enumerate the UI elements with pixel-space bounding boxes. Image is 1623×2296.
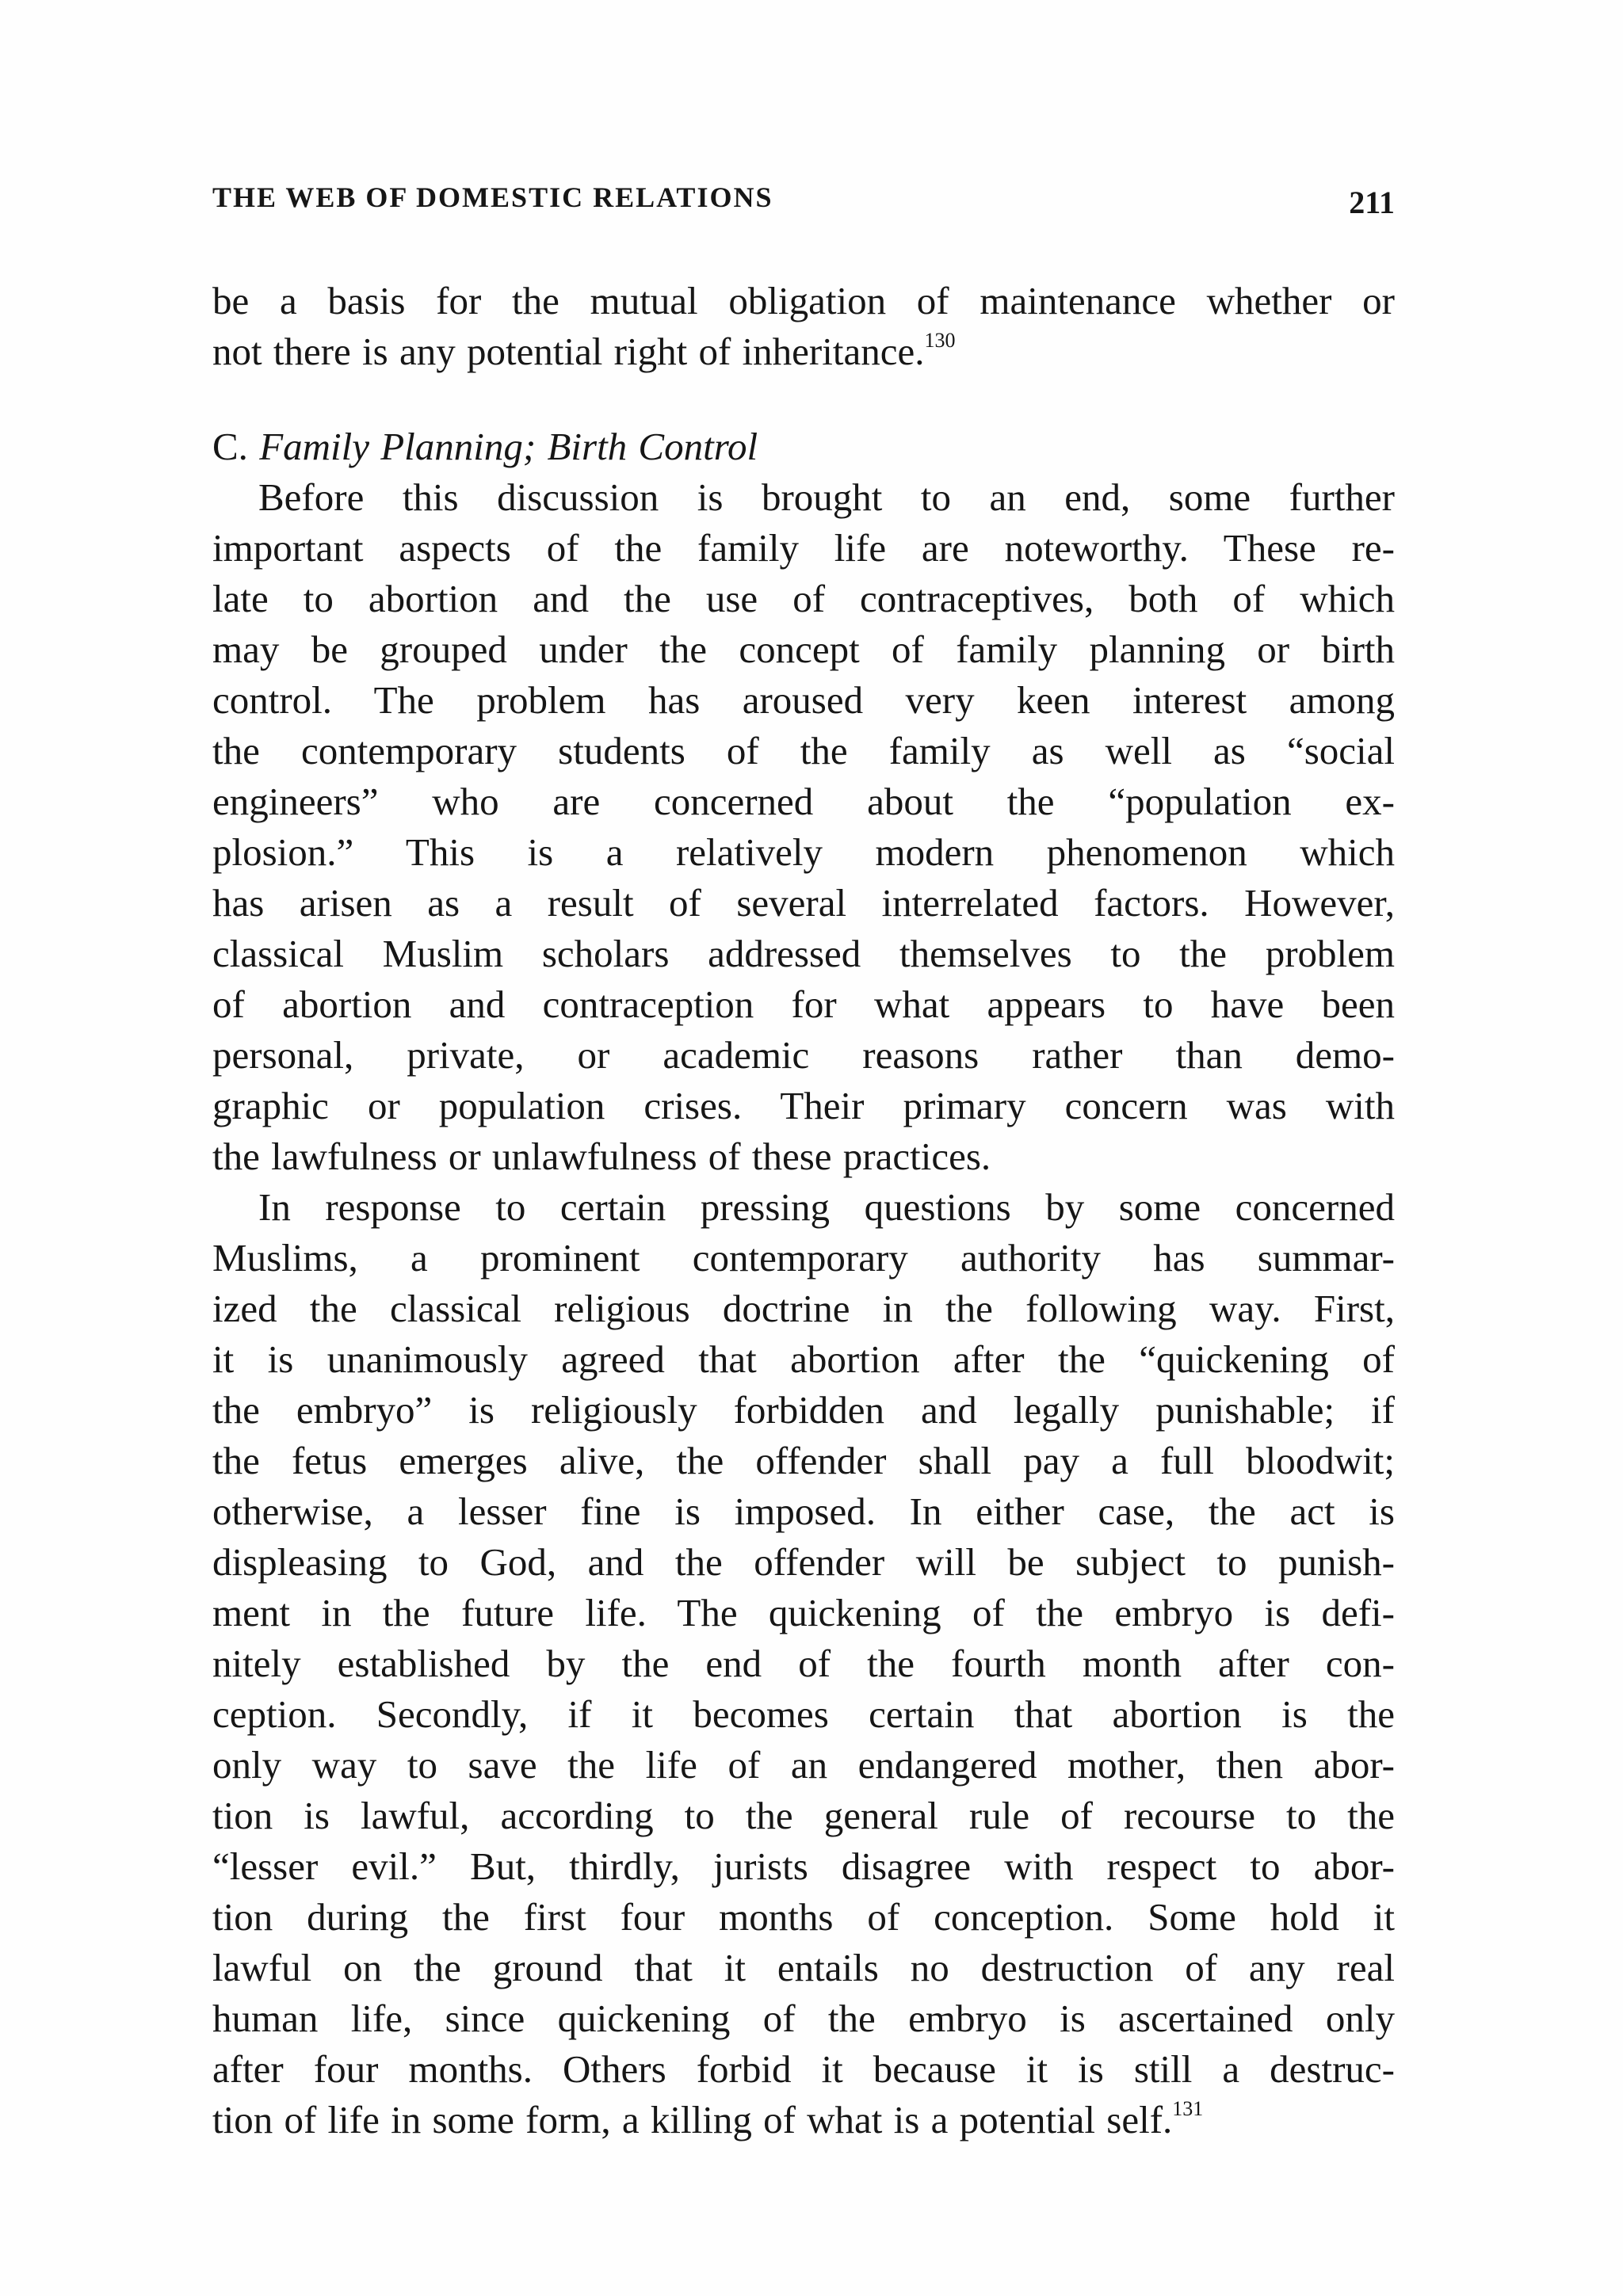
- running-title: THE WEB OF DOMESTIC RELATIONS: [212, 181, 773, 213]
- text-line: classical Muslim scholars addressed themselves to the problem: [212, 932, 1395, 975]
- text-line: control. The problem has aroused very keen interest among: [212, 678, 1395, 722]
- section-heading: [212, 421, 1395, 472]
- text-line: displeasing to God, and the offender will be subject to punish-: [212, 1540, 1395, 1584]
- text-line: otherwise, a lesser fine is imposed. In either case, the act is: [212, 1489, 1395, 1533]
- section-title: Family Planning; Birth Control: [259, 425, 758, 468]
- text-line: the lawfulness or unlawfulness of these practices.: [212, 1135, 991, 1178]
- footnote-reference: 131: [1172, 2097, 1204, 2120]
- text-line: ized the classical religious doctrine in the following way. First,: [212, 1287, 1395, 1330]
- text-line: “lesser evil.” But, thirdly, jurists disagree with respect to abor-: [212, 1844, 1395, 1888]
- text-line: it is unanimously agreed that abortion after the “quickening of: [212, 1337, 1395, 1381]
- page-number: 211: [1349, 185, 1395, 220]
- text-line: human life, since quickening of the embryo is ascertained only: [212, 1997, 1395, 2040]
- text-line: Before this discussion is brought to an end, some further: [258, 475, 1395, 519]
- text-line-with-footnote: [212, 2095, 1395, 2145]
- text-line: ception. Secondly, if it becomes certain that abortion is the: [212, 1692, 1395, 1736]
- running-head: [212, 181, 1395, 228]
- text-line: may be grouped under the concept of family planning or birth: [212, 627, 1395, 671]
- text-line: lawful on the ground that it entails no destruction of any real: [212, 1946, 1395, 1989]
- text-line: has arisen as a result of several interrelated factors. However,: [212, 881, 1395, 925]
- continuation-paragraph: [212, 276, 1395, 377]
- footnote-reference: 130: [924, 329, 956, 352]
- text-line-with-footnote: [212, 326, 1395, 377]
- text-line: engineers” who are concerned about the “population ex-: [212, 780, 1395, 823]
- text-line: ment in the future life. The quickening of the embryo is defi-: [212, 1591, 1395, 1634]
- text-line: tion is lawful, according to the general rule of recourse to the: [212, 1794, 1395, 1837]
- text-line: tion during the first four months of conception. Some hold it: [212, 1895, 1395, 1939]
- text-line: plosion.” This is a relatively modern phenomenon which: [212, 830, 1395, 874]
- text-line: graphic or population crises. Their primary concern was with: [212, 1084, 1395, 1127]
- paragraph-family-planning: [212, 472, 1395, 1182]
- paragraph-abortion-doctrine: [212, 1182, 1395, 2145]
- text-line: In response to certain pressing questions by some concerned: [258, 1185, 1395, 1229]
- text-line: not there is any potential right of inheritance.: [212, 330, 925, 373]
- section-label: C.: [212, 425, 248, 468]
- body-text: [212, 276, 1395, 2145]
- text-line: the fetus emerges alive, the offender shall pay a full bloodwit;: [212, 1439, 1395, 1482]
- text-line: tion of life in some form, a killing of what is a potential self.: [212, 2098, 1173, 2142]
- text-line: personal, private, or academic reasons rather than demo-: [212, 1033, 1395, 1077]
- text-line: Muslims, a prominent contemporary authority has summar-: [212, 1236, 1395, 1280]
- text-line: after four months. Others forbid it because it is still a destruc-: [212, 2047, 1395, 2091]
- text-line: of abortion and contraception for what appears to have been: [212, 982, 1395, 1026]
- text-line: important aspects of the family life are noteworthy. These re-: [212, 526, 1395, 570]
- text-line: the contemporary students of the family as well as “social: [212, 729, 1395, 772]
- text-line: only way to save the life of an endangered mother, then abor-: [212, 1743, 1395, 1787]
- text-line: nitely established by the end of the fourth month after con-: [212, 1642, 1395, 1685]
- text-line: late to abortion and the use of contraceptives, both of which: [212, 577, 1395, 620]
- text-line: be a basis for the mutual obligation of maintenance whether or: [212, 279, 1395, 322]
- text-line: the embryo” is religiously forbidden and legally punishable; if: [212, 1388, 1395, 1432]
